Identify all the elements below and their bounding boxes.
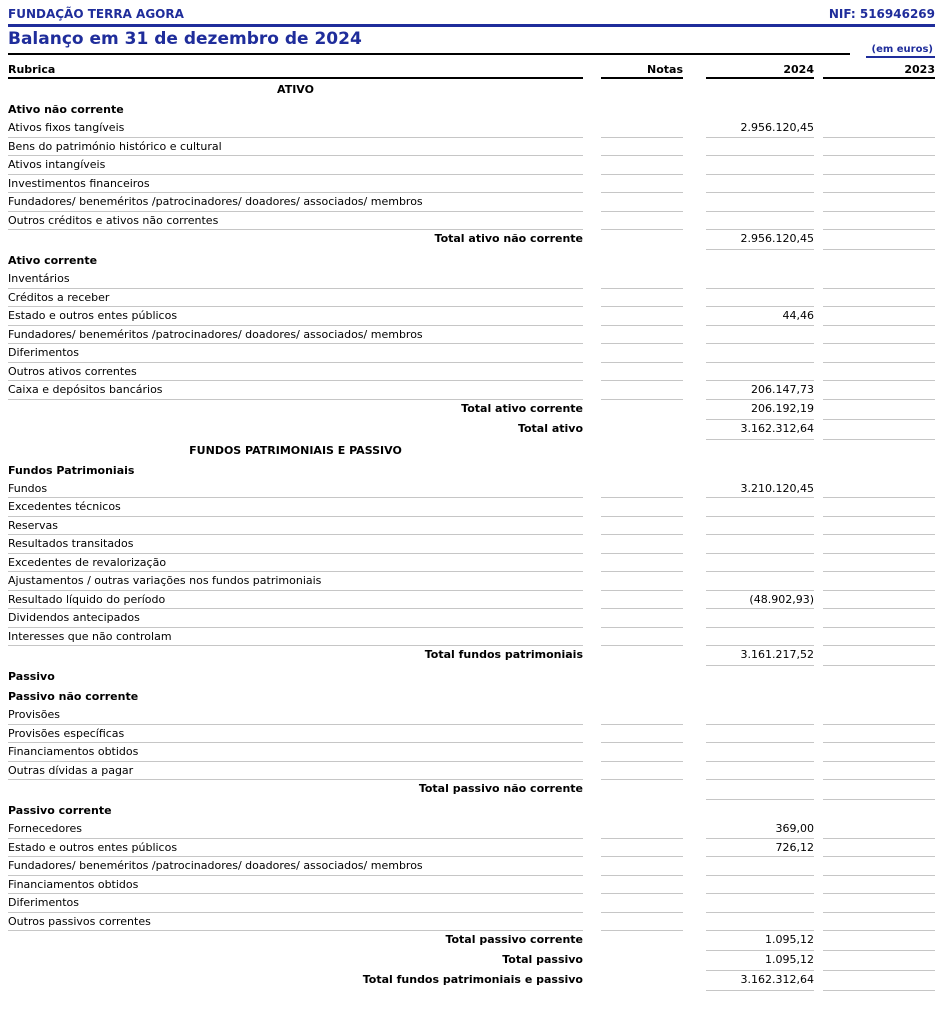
row-label: Ativos fixos tangíveis: [8, 119, 583, 138]
table-row: [8, 535, 935, 554]
value-2023: [823, 743, 935, 762]
value-2023: [823, 517, 935, 536]
row-label: Resultado líquido do período: [8, 591, 583, 610]
value-2023: [823, 289, 935, 308]
value-2024: 1.095,12: [706, 951, 814, 971]
notas-cell: [601, 931, 683, 951]
value-2024: 3.161.217,52: [706, 646, 814, 666]
group-heading: Ativo não corrente: [8, 103, 124, 116]
notas-cell: [601, 517, 683, 536]
value-2024: [706, 572, 814, 591]
total-label: Total fundos patrimoniais: [424, 648, 583, 661]
value-2024: 1.095,12: [706, 931, 814, 951]
table-row: [8, 913, 935, 932]
value-2024: [706, 326, 814, 345]
value-2023: [823, 344, 935, 363]
horizontal-rule: [8, 53, 850, 55]
report-header: [8, 0, 935, 27]
value-2024: [706, 913, 814, 932]
total-label: Total ativo: [517, 421, 583, 435]
row-label: Excedentes de revalorização: [8, 554, 583, 573]
group-heading: Passivo corrente: [8, 804, 112, 817]
table-row: [8, 591, 935, 610]
value-2024: [706, 554, 814, 573]
value-2024: [706, 535, 814, 554]
table-row: [8, 762, 935, 781]
total-label: Total passivo: [502, 953, 583, 966]
total-label: Total fundos patrimoniais e passivo: [362, 973, 583, 986]
value-2024: [706, 743, 814, 762]
value-2023: [823, 535, 935, 554]
value-2023: [823, 363, 935, 382]
total-row: [8, 951, 935, 971]
column-header-notas: Notas: [601, 63, 683, 79]
table-row: [8, 706, 935, 725]
row-label: Diferimentos: [8, 894, 583, 913]
value-2023: [823, 894, 935, 913]
notas-cell: [601, 270, 683, 289]
row-label: Fornecedores: [8, 820, 583, 839]
table-row: [8, 517, 935, 536]
value-2024: [706, 517, 814, 536]
value-2024: [706, 762, 814, 781]
statement-title-row: [8, 440, 935, 460]
row-label: Ajustamentos / outras variações nos fundos patrimoniais: [8, 572, 583, 591]
notas-cell: [601, 307, 683, 326]
nif-number: NIF: 516946269: [828, 7, 935, 21]
table-row: [8, 119, 935, 138]
value-2023: [823, 554, 935, 573]
total-row: [8, 646, 935, 666]
table-row: [8, 344, 935, 363]
row-label: Inventários: [8, 270, 583, 289]
row-label: Provisões: [8, 706, 583, 725]
notas-cell: [601, 138, 683, 157]
value-2023: [823, 119, 935, 138]
notas-cell: [601, 609, 683, 628]
table-row: [8, 381, 935, 400]
notas-cell: [601, 971, 683, 991]
group-heading: Passivo não corrente: [8, 690, 139, 703]
table-row: [8, 289, 935, 308]
page-title: Balanço em 31 de dezembro de 2024: [8, 29, 362, 49]
value-2023: [823, 193, 935, 212]
value-2023: [823, 762, 935, 781]
notas-cell: [601, 628, 683, 647]
notas-cell: [601, 572, 683, 591]
value-2024: 2.956.120,45: [706, 119, 814, 138]
notas-cell: [601, 480, 683, 499]
table-row: [8, 839, 935, 858]
value-2024: [706, 706, 814, 725]
row-label: Fundadores/ beneméritos /patrocinadores/ doadores/ associados/ membros: [8, 193, 583, 212]
row-label: Fundos: [8, 480, 583, 499]
table-row: [8, 156, 935, 175]
notas-cell: [601, 363, 683, 382]
value-2024: [706, 876, 814, 895]
value-2023: [823, 609, 935, 628]
value-2024: 369,00: [706, 820, 814, 839]
table-row: [8, 820, 935, 839]
value-2023: [823, 591, 935, 610]
value-2023: [823, 230, 935, 250]
notas-cell: [601, 706, 683, 725]
row-label: Investimentos financeiros: [8, 175, 583, 194]
group-heading-row: [8, 250, 935, 270]
value-2023: [823, 931, 935, 951]
value-2024: 726,12: [706, 839, 814, 858]
notas-cell: [601, 535, 683, 554]
row-label: Dividendos antecipados: [8, 609, 583, 628]
table-row: [8, 212, 935, 231]
table-row: [8, 480, 935, 499]
notas-cell: [601, 381, 683, 400]
table-row: [8, 743, 935, 762]
row-label: Financiamentos obtidos: [8, 876, 583, 895]
row-label: Estado e outros entes públicos: [8, 307, 583, 326]
row-label: Interesses que não controlam: [8, 628, 583, 647]
total-row: [8, 971, 935, 991]
notas-cell: [601, 156, 683, 175]
table-row: [8, 628, 935, 647]
notas-cell: [601, 591, 683, 610]
table-row: [8, 175, 935, 194]
notas-cell: [601, 857, 683, 876]
statement-title: FUNDOS PATRIMONIAIS E PASSIVO: [189, 443, 402, 457]
row-label: Bens do património histórico e cultural: [8, 138, 583, 157]
group-heading-row: [8, 800, 935, 820]
row-label: Créditos a receber: [8, 289, 583, 308]
row-label: Fundadores/ beneméritos /patrocinadores/ doadores/ associados/ membros: [8, 326, 583, 345]
value-2024: 44,46: [706, 307, 814, 326]
value-2024: [706, 270, 814, 289]
column-header-rubrica: Rubrica: [8, 63, 583, 79]
value-2023: [823, 839, 935, 858]
notas-cell: [601, 344, 683, 363]
notas-cell: [601, 498, 683, 517]
table-row: [8, 857, 935, 876]
value-2024: (48.902,93): [706, 591, 814, 610]
row-label: Resultados transitados: [8, 535, 583, 554]
value-2024: [706, 857, 814, 876]
value-2023: [823, 857, 935, 876]
value-2023: [823, 628, 935, 647]
value-2024: 2.956.120,45: [706, 230, 814, 250]
column-header-2024: 2024: [706, 63, 814, 79]
value-2023: [823, 820, 935, 839]
table-row: [8, 876, 935, 895]
value-2023: [823, 480, 935, 499]
notas-cell: [601, 762, 683, 781]
notas-cell: [601, 119, 683, 138]
total-row: [8, 931, 935, 951]
column-header-2023: 2023: [823, 63, 935, 79]
notas-cell: [601, 193, 683, 212]
group-heading-row: [8, 460, 935, 480]
value-2023: [823, 212, 935, 231]
value-2024: [706, 609, 814, 628]
total-label: Total passivo corrente: [445, 933, 583, 946]
value-2023: [823, 572, 935, 591]
value-2023: [823, 420, 935, 440]
group-heading-row: [8, 99, 935, 119]
total-row: [8, 230, 935, 250]
group-heading: Fundos Patrimoniais: [8, 463, 135, 477]
row-label: Fundadores/ beneméritos /patrocinadores/ doadores/ associados/ membros: [8, 857, 583, 876]
notas-cell: [601, 212, 683, 231]
value-2023: [823, 400, 935, 420]
value-2024: [706, 344, 814, 363]
table-row: [8, 572, 935, 591]
value-2023: [823, 971, 935, 991]
value-2024: [706, 175, 814, 194]
row-label: Outros ativos correntes: [8, 363, 583, 382]
notas-cell: [601, 326, 683, 345]
statement-title-row: [8, 79, 935, 99]
row-label: Financiamentos obtidos: [8, 743, 583, 762]
row-label: Outros créditos e ativos não correntes: [8, 212, 583, 231]
value-2024: [706, 193, 814, 212]
statement-title: ATIVO: [277, 83, 314, 96]
value-2024: [706, 628, 814, 647]
value-2024: [706, 725, 814, 744]
row-label: Diferimentos: [8, 344, 583, 363]
notas-cell: [601, 951, 683, 971]
group-heading-row: [8, 686, 935, 706]
value-2024: [706, 156, 814, 175]
value-2024: [706, 498, 814, 517]
value-2024: [706, 780, 814, 800]
total-label: Total passivo não corrente: [418, 782, 583, 795]
notas-cell: [601, 289, 683, 308]
notas-cell: [601, 646, 683, 666]
value-2023: [823, 498, 935, 517]
group-heading: Ativo corrente: [8, 254, 98, 267]
table-row: [8, 326, 935, 345]
value-2023: [823, 951, 935, 971]
row-label: Outros passivos correntes: [8, 913, 583, 932]
notas-cell: [601, 743, 683, 762]
row-label: Caixa e depósitos bancários: [8, 381, 583, 400]
table-row: [8, 498, 935, 517]
value-2023: [823, 175, 935, 194]
value-2023: [823, 706, 935, 725]
notas-cell: [601, 876, 683, 895]
notas-cell: [601, 230, 683, 250]
value-2024: [706, 363, 814, 382]
total-label: Total ativo não corrente: [434, 232, 583, 245]
value-2024: 206.192,19: [706, 400, 814, 420]
notas-cell: [601, 820, 683, 839]
table-row: [8, 307, 935, 326]
value-2023: [823, 326, 935, 345]
value-2023: [823, 780, 935, 800]
table-row: [8, 554, 935, 573]
value-2024: [706, 138, 814, 157]
group-heading: Passivo: [8, 670, 55, 683]
value-2023: [823, 138, 935, 157]
value-2024: [706, 212, 814, 231]
total-row: [8, 420, 935, 440]
notas-cell: [601, 913, 683, 932]
value-2023: [823, 381, 935, 400]
value-2023: [823, 156, 935, 175]
table-row: [8, 138, 935, 157]
notas-cell: [601, 780, 683, 800]
value-2024: 3.210.120,45: [706, 480, 814, 499]
row-label: Ativos intangíveis: [8, 156, 583, 175]
value-2024: 206.147,73: [706, 381, 814, 400]
notas-cell: [601, 894, 683, 913]
value-2024: [706, 894, 814, 913]
row-label: Outras dívidas a pagar: [8, 762, 583, 781]
notas-cell: [601, 420, 683, 440]
notas-cell: [601, 554, 683, 573]
value-2024: 3.162.312,64: [706, 971, 814, 991]
value-2023: [823, 913, 935, 932]
value-2024: [706, 289, 814, 308]
total-row: [8, 780, 935, 800]
value-2023: [823, 270, 935, 289]
currency-note: (em euros): [866, 43, 935, 58]
value-2023: [823, 307, 935, 326]
value-2023: [823, 876, 935, 895]
total-row: [8, 400, 935, 420]
table-row: [8, 609, 935, 628]
notas-cell: [601, 400, 683, 420]
balance-sheet-table: [8, 79, 935, 991]
currency-note-row: [8, 44, 935, 58]
row-label: Estado e outros entes públicos: [8, 839, 583, 858]
company-name: FUNDAÇÃO TERRA AGORA: [8, 7, 184, 21]
notas-cell: [601, 725, 683, 744]
group-heading-row: [8, 666, 935, 686]
row-label: Excedentes técnicos: [8, 498, 583, 517]
notas-cell: [601, 839, 683, 858]
table-row: [8, 363, 935, 382]
table-row: [8, 894, 935, 913]
table-row: [8, 725, 935, 744]
table-row: [8, 193, 935, 212]
value-2024: 3.162.312,64: [706, 420, 814, 440]
notas-cell: [601, 175, 683, 194]
table-header-row: [8, 63, 935, 79]
table-row: [8, 270, 935, 289]
row-label: Reservas: [8, 517, 583, 536]
value-2023: [823, 725, 935, 744]
value-2023: [823, 646, 935, 666]
row-label: Provisões específicas: [8, 725, 583, 744]
total-label: Total ativo corrente: [461, 401, 583, 415]
